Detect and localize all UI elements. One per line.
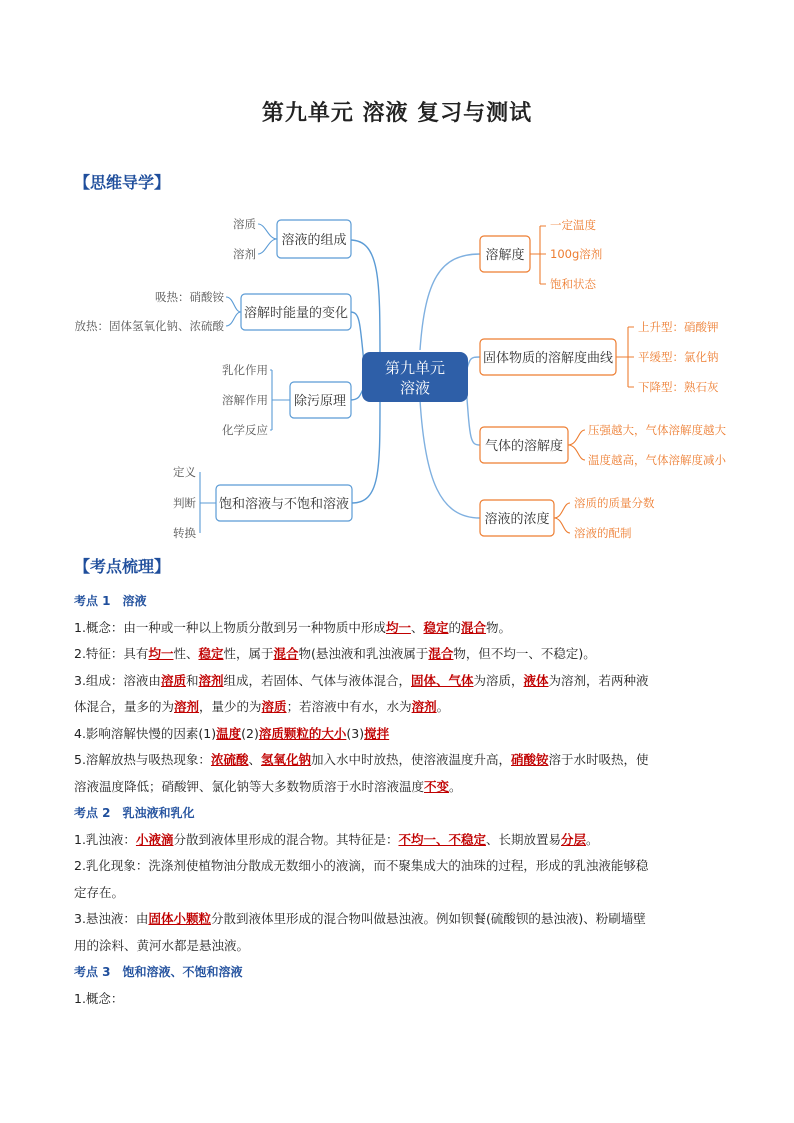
- leaf-endothermic: 吸热：硝酸铵: [155, 290, 224, 304]
- leaf-flat: 平缓型：氯化钠: [638, 350, 719, 364]
- leaf-pressure: 压强越大，气体溶解度越大: [588, 423, 726, 437]
- k1-line-1: 1.概念：由一种或一种以上物质分散到另一种物质中形成均一、稳定的混合物。: [74, 619, 512, 635]
- leaf-saturation: 饱和状态: [550, 277, 596, 291]
- connector-left-4: [352, 400, 380, 503]
- kaodian-1-heading: 考点 1 溶液: [74, 594, 147, 608]
- node-gas-label: 气体的溶解度: [484, 439, 564, 454]
- node-decontamination-label: 除污原理: [293, 394, 347, 409]
- k1-line-2: 2.特征：具有均一性、稳定性，属于混合物(悬浊液和乳浊液属于混合物，但不均一、不稳定)。: [74, 646, 596, 661]
- leaf-chemical: 化学反应: [222, 423, 268, 437]
- leaf-mass-fraction: 溶质的质量分数: [574, 496, 655, 510]
- node-curve-label: 固体物质的溶解度曲线: [482, 351, 614, 366]
- leaf-falling: 下降型：熟石灰: [638, 380, 719, 394]
- connector-right-4: [420, 400, 480, 518]
- node-solubility-label: 溶解度: [485, 248, 525, 263]
- leaf-temp-gas: 温度越高，气体溶解度减小: [588, 453, 726, 467]
- kaodian-3-heading: 考点 3 饱和溶液、不饱和溶液: [74, 965, 243, 979]
- leaf-rising: 上升型：硝酸钾: [638, 320, 719, 334]
- mind-map: [0, 0, 794, 560]
- k2-line-2: 2.乳化现象：洗涤剂使植物油分散成无数细小的液滴，而不聚集成大的油珠的过程，形成的乳浊液能够稳: [74, 858, 649, 873]
- node-concentration-label: 溶液的浓度: [484, 512, 550, 527]
- page-title: 第九单元 溶液 复习与测试: [261, 101, 533, 126]
- connector-right-2: [466, 357, 480, 372]
- leaf-exothermic: 放热：固体氢氧化钠、浓硫酸: [74, 319, 224, 333]
- kaodian-heading: 【考点梳理】: [74, 557, 171, 576]
- k2-line-5: 用的涂料、黄河水都是悬浊液。: [74, 937, 250, 953]
- node-energy-label: 溶解时能量的变化: [243, 306, 349, 321]
- leaf-definition: 定义: [173, 465, 196, 479]
- k3-line-1: 1.概念：: [74, 990, 124, 1006]
- k2-line-4: 3.悬浊液：由固体小颗粒分散到液体里形成的混合物叫做悬浊液。例如钡餐(硫酸钡的悬浊液)、粉刷墙壁: [74, 911, 646, 926]
- leaf-solute: 溶质: [233, 217, 256, 231]
- kaodian-2-heading: 考点 2 乳浊液和乳化: [74, 806, 195, 820]
- connector-right-3: [466, 385, 480, 445]
- k2-line-3: 定存在。: [74, 884, 125, 900]
- k1-line-3: 3.组成：溶液由溶质和溶剂组成，若固体、气体与液体混合，固体、气体为溶质，液体为溶剂，若两种液: [74, 672, 649, 688]
- k1-line-5: 4.影响溶解快慢的因素(1)温度(2)溶质颗粒的大小(3)搅拌: [74, 725, 390, 741]
- node-saturated-label: 饱和溶液与不饱和溶液: [218, 497, 350, 512]
- connector-left-1: [350, 240, 380, 360]
- leaf-preparation: 溶液的配制: [574, 526, 632, 540]
- k1-line-6: 5.溶解放热与吸热现象：浓硫酸、氢氧化钠加入水中时放热，使溶液温度升高，硝酸铵溶于水时吸热，使: [74, 752, 649, 767]
- connector-right-1: [420, 254, 480, 350]
- leaf-emulsify: 乳化作用: [222, 363, 268, 377]
- leaf-convert: 转换: [173, 526, 196, 540]
- center-line-1: 第九单元: [384, 359, 446, 377]
- leaf-temperature: 一定温度: [550, 218, 596, 232]
- kaodian-body: [74, 588, 726, 1012]
- leaf-solvent: 溶剂: [233, 247, 256, 261]
- node-composition-label: 溶液的组成: [281, 233, 347, 248]
- k1-line-7: 溶液温度降低；硝酸钾、氯化钠等大多数物质溶于水时溶液温度不变。: [74, 778, 462, 794]
- leaf-dissolve: 溶解作用: [222, 393, 268, 407]
- leaf-100g: 100g溶剂: [550, 247, 603, 261]
- mindmap-heading: 【思维导学】: [74, 173, 171, 192]
- leaf-judge: 判断: [173, 496, 196, 510]
- k2-line-1: 1.乳浊液：小液滴分散到液体里形成的混合物。其特征是：不均一、不稳定、长期放置易分层。: [74, 831, 599, 847]
- k1-line-4: 体混合，量多的为溶剂，量少的为溶质；若溶液中有水，水为溶剂。: [74, 699, 450, 714]
- center-line-2: 溶液: [399, 379, 431, 397]
